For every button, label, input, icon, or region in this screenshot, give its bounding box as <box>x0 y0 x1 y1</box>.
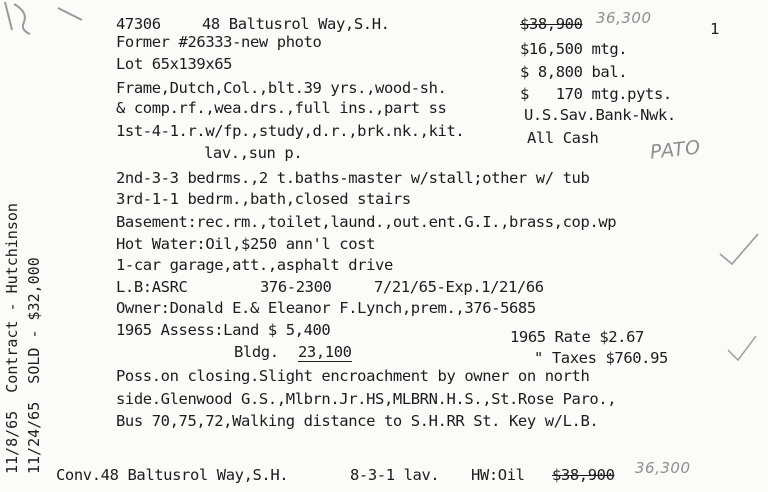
remarks-line-3: Bus 70,75,72,Walking distance to S.H.RR St. Key w/L.B. <box>116 412 599 430</box>
mortgage-payments: $ 170 mtg.pyts. <box>520 85 672 103</box>
card-number: 1 <box>710 20 719 38</box>
lot-size: Lot 65x139x65 <box>116 55 233 73</box>
tax-rate: 1965 Rate $2.67 <box>510 328 644 346</box>
footer-handwritten-price: 36,300 <box>635 459 691 477</box>
contract-note: 11/8/65 Contract - Hutchinson <box>3 203 21 474</box>
features-line: & comp.rf.,wea.drs.,full ins.,part ss <box>116 99 447 117</box>
first-floor-rooms-cont: lav.,sun p. <box>204 144 303 162</box>
footer-original-price: $38,900 <box>552 466 615 484</box>
assessment-bldg-value: 23,100 <box>298 343 352 361</box>
assessment-bldg-label: Bldg. <box>234 343 279 361</box>
tick-mark-icon <box>722 330 762 370</box>
original-price: $38,900 <box>520 15 583 33</box>
mortgage-amount: $16,500 mtg. <box>520 40 628 58</box>
bank-name: U.S.Sav.Bank-Nwk. <box>524 106 676 124</box>
second-floor-rooms: 2nd-3-3 bedrms.,2 t.baths-master w/stall;other w/ tub <box>116 169 590 187</box>
corner-scribble <box>0 0 95 40</box>
footer-rooms: 8-3-1 lav. <box>350 466 440 484</box>
remarks-line-2: side.Glenwood G.S.,Mlbrn.Jr.HS,MLBRN.H.S.,St.Rose Paro., <box>116 390 617 408</box>
check-mark-icon <box>712 228 768 278</box>
basement-details: Basement:rec.rm.,toilet,laund.,out.ent.G.I.,brass,cop.wp <box>116 213 617 231</box>
mortgage-balance: $ 8,800 bal. <box>520 63 628 81</box>
listing-address: 48 Baltusrol Way,S.H. <box>202 15 390 33</box>
footer-heating: HW:Oil <box>471 466 525 484</box>
sold-note: 11/24/65 SOLD - $32,000 <box>25 257 43 474</box>
listing-dates: 7/21/65-Exp.1/21/66 <box>374 278 544 296</box>
first-floor-rooms: 1st-4-1.r.w/fp.,study,d.r.,brk.nk.,kit. <box>116 122 465 140</box>
broker-phone: 376-2300 <box>260 278 332 296</box>
footer-address: Conv.48 Baltusrol Way,S.H. <box>56 466 289 484</box>
hot-water-details: Hot Water:Oil,$250 ann'l cost <box>116 235 376 253</box>
owner-details: Owner:Donald E.& Eleanor F.Lynch,prem.,376-5685 <box>116 299 536 317</box>
taxes-amount: " Taxes $760.95 <box>534 349 668 367</box>
handwritten-price: 36,300 <box>596 9 652 27</box>
assessment-land: 1965 Assess:Land $ 5,400 <box>116 321 331 339</box>
construction-details: Frame,Dutch,Col.,blt.39 yrs.,wood-sh. <box>116 79 447 97</box>
remarks-line-1: Poss.on closing.Slight encroachment by owner on north <box>116 367 590 385</box>
garage-details: 1-car garage,att.,asphalt drive <box>116 256 393 274</box>
handwritten-pato: PATO <box>648 136 702 164</box>
cash-terms: All Cash <box>527 129 599 147</box>
listing-broker: L.B:ASRC <box>116 278 188 296</box>
listing-number: 47306 <box>116 15 161 33</box>
third-floor-rooms: 3rd-1-1 bedrm.,bath,closed stairs <box>116 190 411 208</box>
former-listing: Former #26333-new photo <box>116 33 322 51</box>
